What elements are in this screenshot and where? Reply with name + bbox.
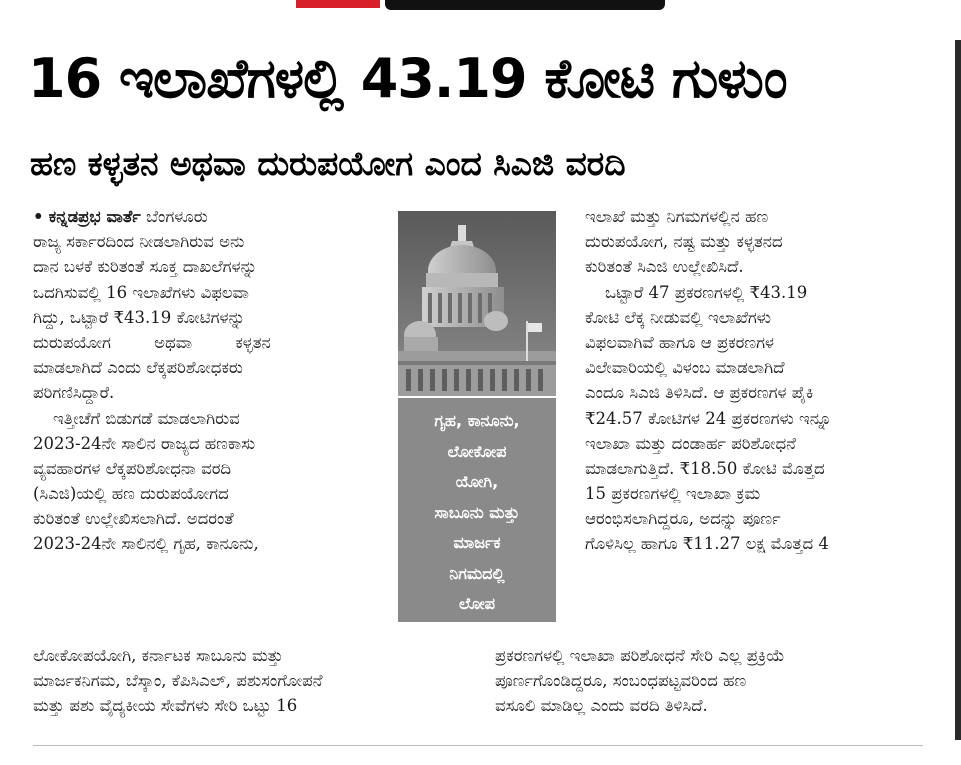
caption-line: ಲೋಪ <box>458 594 496 613</box>
caption-line: ಮಾರ್ಜಕ <box>453 533 501 552</box>
text-line: ಕುರಿತಂತೆ ಸಿಎಜಿ ಉಲ್ಲೇಖಿಸಿದೆ. <box>585 257 744 277</box>
text-line: ಮಾರ್ಜಕನಿಗಮ, ಬೆಸ್ಕಾಂ, ಕೆಪಿಸಿಎಲ್, ಪಶುಸಂಗೋಪನೆ <box>33 671 323 691</box>
column-1 <box>33 204 379 557</box>
text-line: 2023-24ನೇ ಸಾಲಿನಲ್ಲಿ ಗೃಹ, ಕಾನೂನು, <box>33 534 259 554</box>
caption-line: ನಿಗಮದಲ್ಲಿ <box>449 563 505 583</box>
text-line: ಮಾಡಲಾಗುತ್ತಿದೆ. ₹18.50 ಕೋಟಿ ಮೊತ್ತದ <box>585 458 825 478</box>
text-line: ಮಾಡಲಾಗಿದೆ ಎಂದು ಲೆಕ್ಕಪರಿಶೋಧಕರು <box>33 358 243 378</box>
column-3 <box>585 204 923 557</box>
text-line: ರಾಜ್ಯ ಸರ್ಕಾರದಿಂದ ನೀಡಲಾಗಿರುವ ಅನು <box>33 232 245 252</box>
column-3-wide-lines <box>495 643 923 719</box>
text-line: ಒಟ್ಟಾರೆ 47 ಪ್ರಕರಣಗಳಲ್ಲಿ ₹43.19 <box>605 282 808 302</box>
text-line: 15 ಪ್ರಕರಣಗಳಲ್ಲಿ ಇಲಾಖಾ ಕ್ರಮ <box>585 484 761 504</box>
text-line: ಒದಗಿಸುವಲ್ಲಿ 16 ಇಲಾಖೆಗಳು ವಿಫಲವಾ <box>33 282 249 302</box>
text-line: ದಾನ ಬಳಕೆ ಕುರಿತಂತೆ ಸೂಕ್ತ ದಾಖಲೆಗಳನ್ನು <box>33 257 258 277</box>
page-edge-shadow <box>955 40 961 740</box>
subheadline: ಹಣ ಕಳ್ಳತನ ಅಥವಾ ದುರುಪಯೋಗ ಎಂದ ಸಿಎಜಿ ವರದಿ <box>30 144 626 183</box>
text-line: ಕೋಟಿ ಲೆಕ್ಕ ನೀಡುವಲ್ಲಿ ಇಲಾಖೆಗಳು <box>585 307 772 327</box>
masthead-dark-bar <box>385 0 665 10</box>
byline-agency: ಕನ್ನಡಪ್ರಭ ವಾರ್ತೆ <box>48 207 141 226</box>
column-1-wide-lines <box>33 643 463 719</box>
text-line: (ಸಿಎಜಿ)ಯಲ್ಲಿ ಹಣ ದುರುಪಯೋಗದ <box>33 484 229 504</box>
byline-bullet: • <box>33 207 44 226</box>
bottom-rule <box>33 745 923 746</box>
text-line: ದುರುಪಯೋಗ ಅಥವಾ ಕಳ್ಳತನ <box>33 332 271 352</box>
vidhana-soudha-photo <box>398 211 556 396</box>
text-line: ಎಂದೂ ಸಿಎಜಿ ತಿಳಿಸಿದೆ. ಆ ಪ್ರಕರಣಗಳ ಪೈಕಿ <box>585 383 814 403</box>
photo-caption <box>398 398 556 622</box>
caption-line: ಗೃಹ, ಕಾನೂನು, <box>434 411 520 430</box>
text-line: ₹24.57 ಕೋಟಿಗಳ 24 ಪ್ರಕರಣಗಳು ಇನ್ನೂ <box>585 408 832 428</box>
text-line: ವಸೂಲಿ ಮಾಡಿಲ್ಲ ಎಂದು ವರದಿ ತಿಳಿಸಿದೆ. <box>495 696 708 716</box>
text-line: 2023-24ನೇ ಸಾಲಿನ ರಾಜ್ಯದ ಹಣಕಾಸು <box>33 433 256 453</box>
text-line: ವಿಲೇವಾರಿಯಲ್ಲಿ ವಿಳಂಬ ಮಾಡಲಾಗಿದೆ <box>585 358 785 378</box>
text-line: ಇಲಾಖೆ ಮತ್ತು ನಿಗಮಗಳಲ್ಲಿನ ಹಣ <box>585 207 769 226</box>
caption-line: ಲೋಕೋಪ <box>447 441 507 461</box>
text-line: ಲೋಕೋಪಯೋಗಿ, ಕರ್ನಾಟಕ ಸಾಬೂನು ಮತ್ತು <box>33 646 284 665</box>
text-line: ಕುರಿತಂತೆ ಉಲ್ಲೇಖಿಸಲಾಗಿದೆ. ಅದರಂತೆ <box>33 509 234 529</box>
vidhana-soudha-illustration <box>398 211 556 396</box>
byline-place: ಬೆಂಗಳೂರು <box>146 207 208 226</box>
text-line: ಗೊಳಿಸಿಲ್ಲ ಹಾಗೂ ₹11.27 ಲಕ್ಷ ಮೊತ್ತದ 4 <box>585 534 829 554</box>
text-line: ಪ್ರಕರಣಗಳಲ್ಲಿ ಇಲಾಖಾ ಪರಿಶೋಧನೆ ಸೇರಿ ಎಲ್ಲ ಪ್ರಕ್ರಿಯೆ <box>495 646 785 665</box>
text-line: ಇತ್ತೀಚೆಗೆ ಬಿಡುಗಡೆ ಮಾಡಲಾಗಿರುವ <box>53 408 240 428</box>
text-line: ಇಲಾಖಾ ಮತ್ತು ದಂಡಾರ್ಹ ಪರಿಶೋಧನೆ <box>585 433 796 453</box>
text-line: ವಿಫಲವಾಗಿವೆ ಹಾಗೂ ಆ ಪ್ರಕರಣಗಳ <box>585 332 774 352</box>
masthead-strip <box>0 0 961 14</box>
caption-line: ಸಾಬೂನು ಮತ್ತು <box>434 502 520 522</box>
text-line: ಪೂರ್ಣಗೊಂಡಿದ್ದರೂ, ಸಂಬಂಧಪಟ್ಟವರಿಂದ ಹಣ <box>495 671 747 691</box>
caption-line: ಯೋಗಿ, <box>455 472 499 491</box>
text-line: ಮತ್ತು ಪಶು ವೈದ್ಯಕೀಯ ಸೇವೆಗಳು ಸೇರಿ ಒಟ್ಟು 16 <box>33 696 298 716</box>
masthead-red-bar <box>296 0 380 8</box>
byline <box>33 204 379 229</box>
text-line: ಪರಿಗಣಿಸಿದ್ದಾರೆ. <box>33 383 115 403</box>
text-line: ಗಿದ್ದು, ಒಟ್ಟಾರೆ ₹43.19 ಕೋಟಿಗಳನ್ನು <box>33 307 246 327</box>
text-line: ವ್ಯವಹಾರಗಳ ಲೆಕ್ಕಪರಿಶೋಧನಾ ವರದಿ <box>33 458 232 478</box>
text-line: ಆರಂಭಿಸಲಾಗಿದ್ದರೂ, ಅದನ್ನು ಪೂರ್ಣ <box>585 509 781 529</box>
text-line: ದುರುಪಯೋಗ, ನಷ್ಟ ಮತ್ತು ಕಳ್ಳತನದ <box>585 232 783 252</box>
headline: 16 ಇಲಾಖೆಗಳಲ್ಲಿ 43.19 ಕೋಟಿ ಗುಳುಂ <box>28 47 787 110</box>
